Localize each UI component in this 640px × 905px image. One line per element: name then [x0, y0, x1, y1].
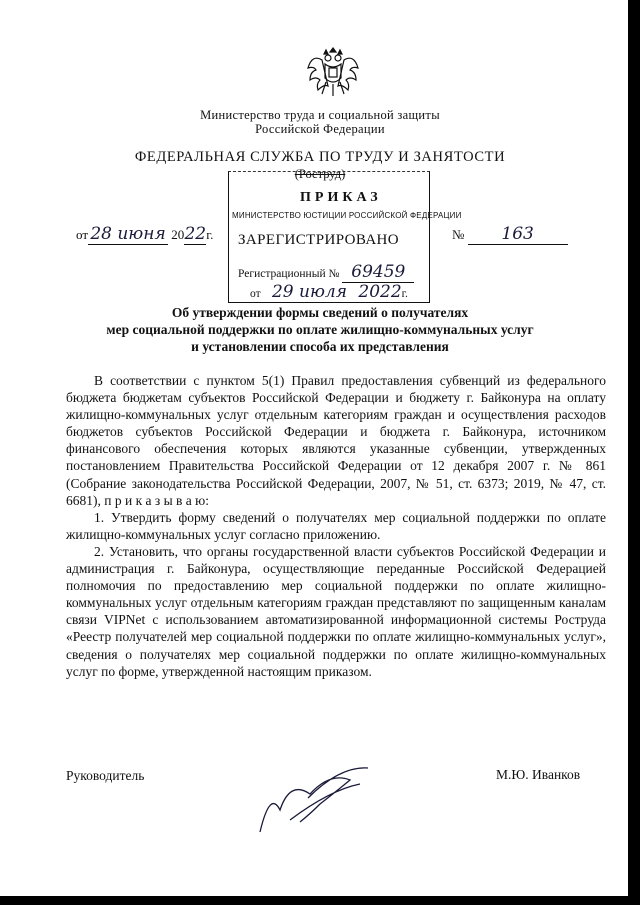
ministry-name [0, 108, 640, 136]
clause-1-paragraph: 1. Утвердить форму сведений о получателях мер социальной поддержки по оплате жилищно-коммунальных услуг согласно приложению. [66, 509, 606, 542]
stamp-authority: МИНИСТЕРСТВО ЮСТИЦИИ РОССИЙСКОЙ ФЕДЕРАЦИИ [232, 211, 462, 220]
order-number-prefix: № [452, 227, 465, 242]
stamp-date-suffix: г. [401, 288, 408, 300]
title-line-1: Об утверждении формы сведений о получателях [171, 305, 469, 320]
stamp-date [250, 282, 408, 303]
order-date [76, 224, 213, 245]
document-body [66, 372, 606, 680]
stamp-date-day: 29 июля [264, 282, 356, 303]
stamp-reg-label: Регистрационный № [238, 268, 340, 280]
preamble-paragraph: В соответствии с пунктом 5(1) Правил предоставления субвенций из федерального бюджета бюджетам субъектов Российской Федерации и бюджету г. Байконура на оплату жилищно-коммунальных услуг отдельным категориям граждан и осуществления расходов бюджетов субъектов Российской Федерации и бюджета г. Байконура, источником финансового обеспечения которых являются указанные субвенции, утвержденных постановлением Правительства Российской Федерации от 12 декабря 2007 г. № 861 (Собрание законодательства Российской Федерации, 2007, № 51, ст. 6373; 2019, № 47, ст. 6681), п р и к а з ы в а ю: [66, 373, 606, 508]
scan-edge-bottom [0, 896, 640, 905]
order-number [452, 224, 568, 245]
stamp-reg-number: 69459 [342, 262, 414, 283]
clause-2-paragraph: 2. Установить, что органы государственной власти субъектов Российской Федерации и администрация г. Байконура, осуществляющие переданные Российской Федерацией полномочия по предоставлению мер социальной поддержки по оплате жилищно-коммунальных услуг отдельным категориям граждан представляют по защищенным каналам связи VIPNet с использованием автоматизированной информационной системы Роструда «Реестр получателей мер социальной поддержки по оплате жилищно-коммунальных услуг», сведения о получателях мер социальной поддержки по оплате жилищно-коммунальных услуг по форме, утвержденной настоящим приказом. [66, 543, 606, 679]
order-date-prefix: от [76, 227, 89, 242]
order-date-day: 28 июня [88, 224, 168, 245]
service-name: ФЕДЕРАЛЬНАЯ СЛУЖБА ПО ТРУДУ И ЗАНЯТОСТИ [134, 149, 506, 165]
scan-edge-right [628, 0, 640, 905]
signatory-name: М.Ю. Иванков [496, 767, 581, 782]
coat-of-arms-icon [302, 40, 364, 102]
stamp-date-year: 2022 [358, 282, 402, 302]
order-date-suffix: г. [206, 227, 214, 242]
stamp-date-prefix: от [250, 288, 261, 300]
signatory-position: Руководитель [66, 768, 145, 783]
handwritten-signature [250, 750, 390, 840]
order-number-value: 163 [468, 224, 568, 245]
stamp-status: ЗАРЕГИСТРИРОВАНО [238, 232, 400, 248]
service-short-name: (Роструд) [294, 167, 346, 181]
ministry-line-2: Российской Федерации [255, 122, 385, 136]
order-year-prefix: 20 [171, 227, 185, 242]
document-type: ПРИКАЗ [300, 190, 382, 205]
title-line-2: мер социальной поддержки по оплате жилищно-коммунальных услуг [106, 322, 534, 337]
order-year: 22 [184, 224, 207, 244]
title-line-3: и установлении способа их представления [191, 339, 449, 354]
stamp-registration-number [238, 262, 414, 283]
document-title [0, 304, 640, 355]
ministry-line-1: Министерство труда и социальной защиты [200, 108, 440, 122]
